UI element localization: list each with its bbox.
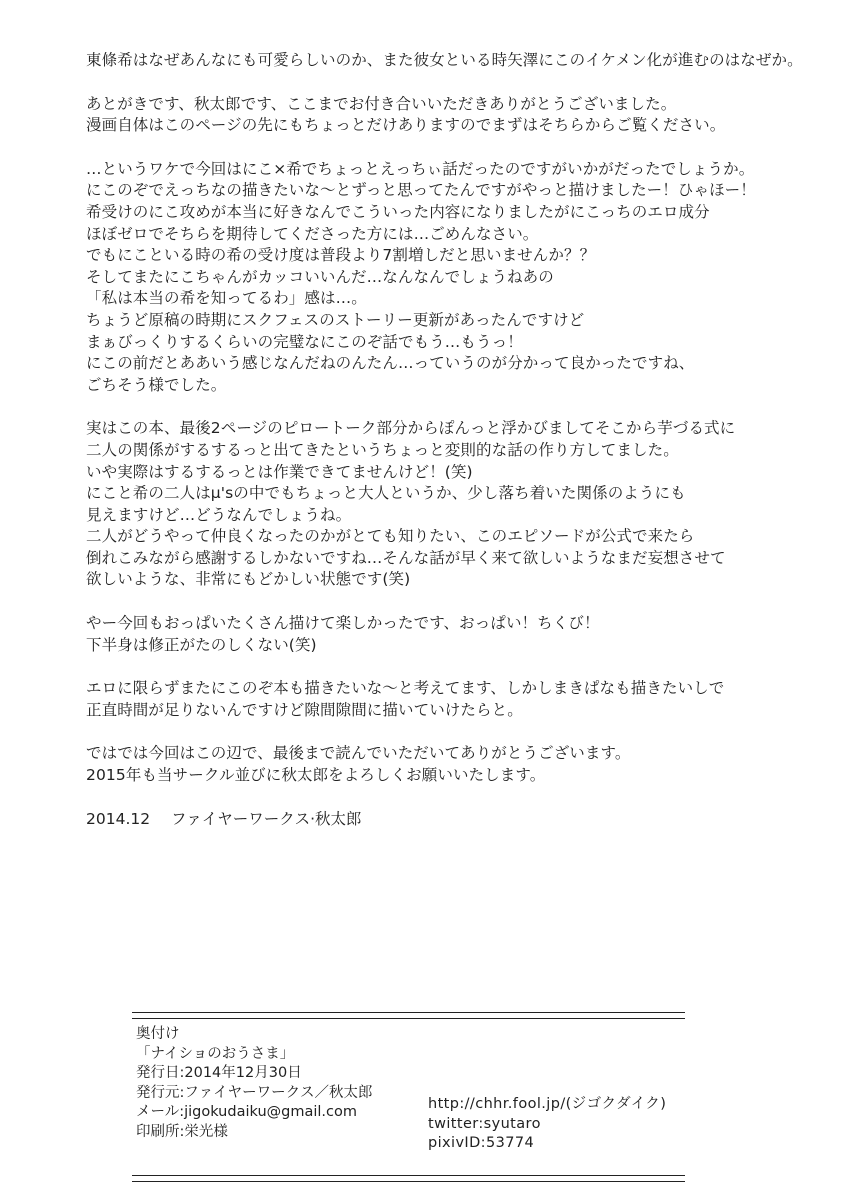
colophon-website: http://chhr.fool.jp/(ジゴクダイク) <box>428 1096 667 1112</box>
text-line: 2015年も当サークル並びに秋太郎をよろしくお願いいたします。 <box>86 766 546 785</box>
afterword-paragraph <box>86 159 836 397</box>
colophon-contact-info <box>428 1095 666 1154</box>
colophon-printer: 印刷所:栄光様 <box>136 1123 228 1140</box>
text-line: いや実際はするするっとは作業できてませんけど！(笑) <box>86 462 473 481</box>
text-line: 東條希はなぜあんなにも可愛らしいのか、また彼女といる時矢澤にこのイケメン化が進むのはなぜか。 <box>86 51 803 69</box>
signature-author: ファイヤーワークス·秋太郎 <box>171 809 362 828</box>
text-line: 見えますけど…どうなんでしょうね。 <box>86 505 352 524</box>
afterword-paragraph <box>86 613 836 656</box>
text-line: 下半身は修正がたのしくない(笑) <box>86 635 317 654</box>
text-line: まぁびっくりするくらいの完璧なにこのぞ話でもう…もうっ！ <box>86 332 523 351</box>
text-line: ちょうど原稿の時期にスクフェスのストーリー更新があったんですけど <box>86 310 585 329</box>
text-line: ほぼゼロでそちらを期待してくださった方には…ごめんなさい。 <box>86 224 539 243</box>
text-line: にこのぞでえっちなの描きたいな〜とずっと思ってたんですがやっと描けましたー！ひゃほー！ <box>86 181 756 200</box>
colophon-bottom-rule <box>132 1175 685 1182</box>
signature <box>86 809 836 831</box>
text-line: 欲しいような、非常にもどかしい状態です(笑) <box>86 570 411 589</box>
colophon-body <box>132 1019 685 1179</box>
colophon-email: メール:jigokudaiku@gmail.com <box>136 1104 357 1120</box>
afterword-paragraph <box>86 94 836 137</box>
afterword-paragraph <box>86 418 836 591</box>
colophon-issue-date: 発行日:2014年12月30日 <box>136 1065 302 1081</box>
text-line: あとがきです、秋太郎です、ここまでお付き合いいただきありがとうございました。 <box>86 94 677 113</box>
text-line: そしてまたにこちゃんがカッコいいんだ…なんなんでしょうねあの <box>86 267 554 286</box>
afterword-text <box>86 50 836 830</box>
afterword-paragraph <box>86 50 836 72</box>
signature-date: 2014.12 <box>86 809 151 828</box>
text-line: 二人がどうやって仲良くなったのかがとても知りたい、このエピソードが公式で来たら <box>86 527 695 546</box>
colophon-publication-info <box>136 1025 372 1142</box>
text-line: 倒れこみながら感謝するしかないですね…そんな話が早く来て欲しいようなまだ妄想させて <box>86 548 726 567</box>
text-line: 二人の関係がするするっと出てきたというちょっと変則的な話の作り方してました。 <box>86 440 679 459</box>
text-line: にこの前だとああいう感じなんだねのんたん…っていうのが分かって良かったですね、 <box>86 354 695 373</box>
text-line: ごちそう様でした。 <box>86 375 227 394</box>
text-line: 漫画自体はこのページの先にもちょっとだけありますのでまずはそちらからご覧ください。 <box>86 116 726 135</box>
text-line: にこと希の二人はμ'sの中でもちょっと大人というか、少し落ち着いた関係のようにも <box>86 484 686 503</box>
colophon <box>132 1012 685 1179</box>
colophon-heading: 奥付け <box>136 1026 180 1042</box>
text-line: 実はこの本、最後2ページのピロートーク部分からぽんっと浮かびましてそこから芋づる式に <box>86 419 736 438</box>
text-line: 「私は本当の希を知ってるわ」感は…。 <box>86 289 367 308</box>
colophon-pixiv: pixivID:53774 <box>428 1135 535 1151</box>
text-line: エロに限らずまたにこのぞ本も描きたいな〜と考えてます、しかしまきぱなも描きたいしで <box>86 679 725 698</box>
afterword-paragraph <box>86 743 836 786</box>
colophon-top-rule <box>132 1012 685 1019</box>
text-line: 正直時間が足りないんですけど隙間隙間に描いていけたらと。 <box>86 700 523 719</box>
colophon-twitter: twitter:syutaro <box>428 1115 541 1132</box>
text-line: やー今回もおっぱいたくさん描けて楽しかったです、おっぱい！ちくび！ <box>86 614 600 633</box>
colophon-publisher: 発行元:ファイヤーワークス／秋太郎 <box>136 1084 373 1101</box>
afterword-paragraph <box>86 678 836 721</box>
text-line: ではでは今回はこの辺で、最後まで読んでいただいてありがとうございます。 <box>86 744 631 763</box>
text-line: でもにこといる時の希の受け度は普段より7割増しだと思いませんか？？ <box>86 246 596 265</box>
colophon-book-title: 「ナイショのおうさま」 <box>136 1045 295 1062</box>
text-line: 希受けのにこ攻めが本当に好きなんでこういった内容になりましたがにこっちのエロ成分 <box>86 202 710 221</box>
text-line: …というワケで今回はにこ×希でちょっとえっちぃ話だったのですがいかがだったでしょうか。 <box>86 159 755 178</box>
